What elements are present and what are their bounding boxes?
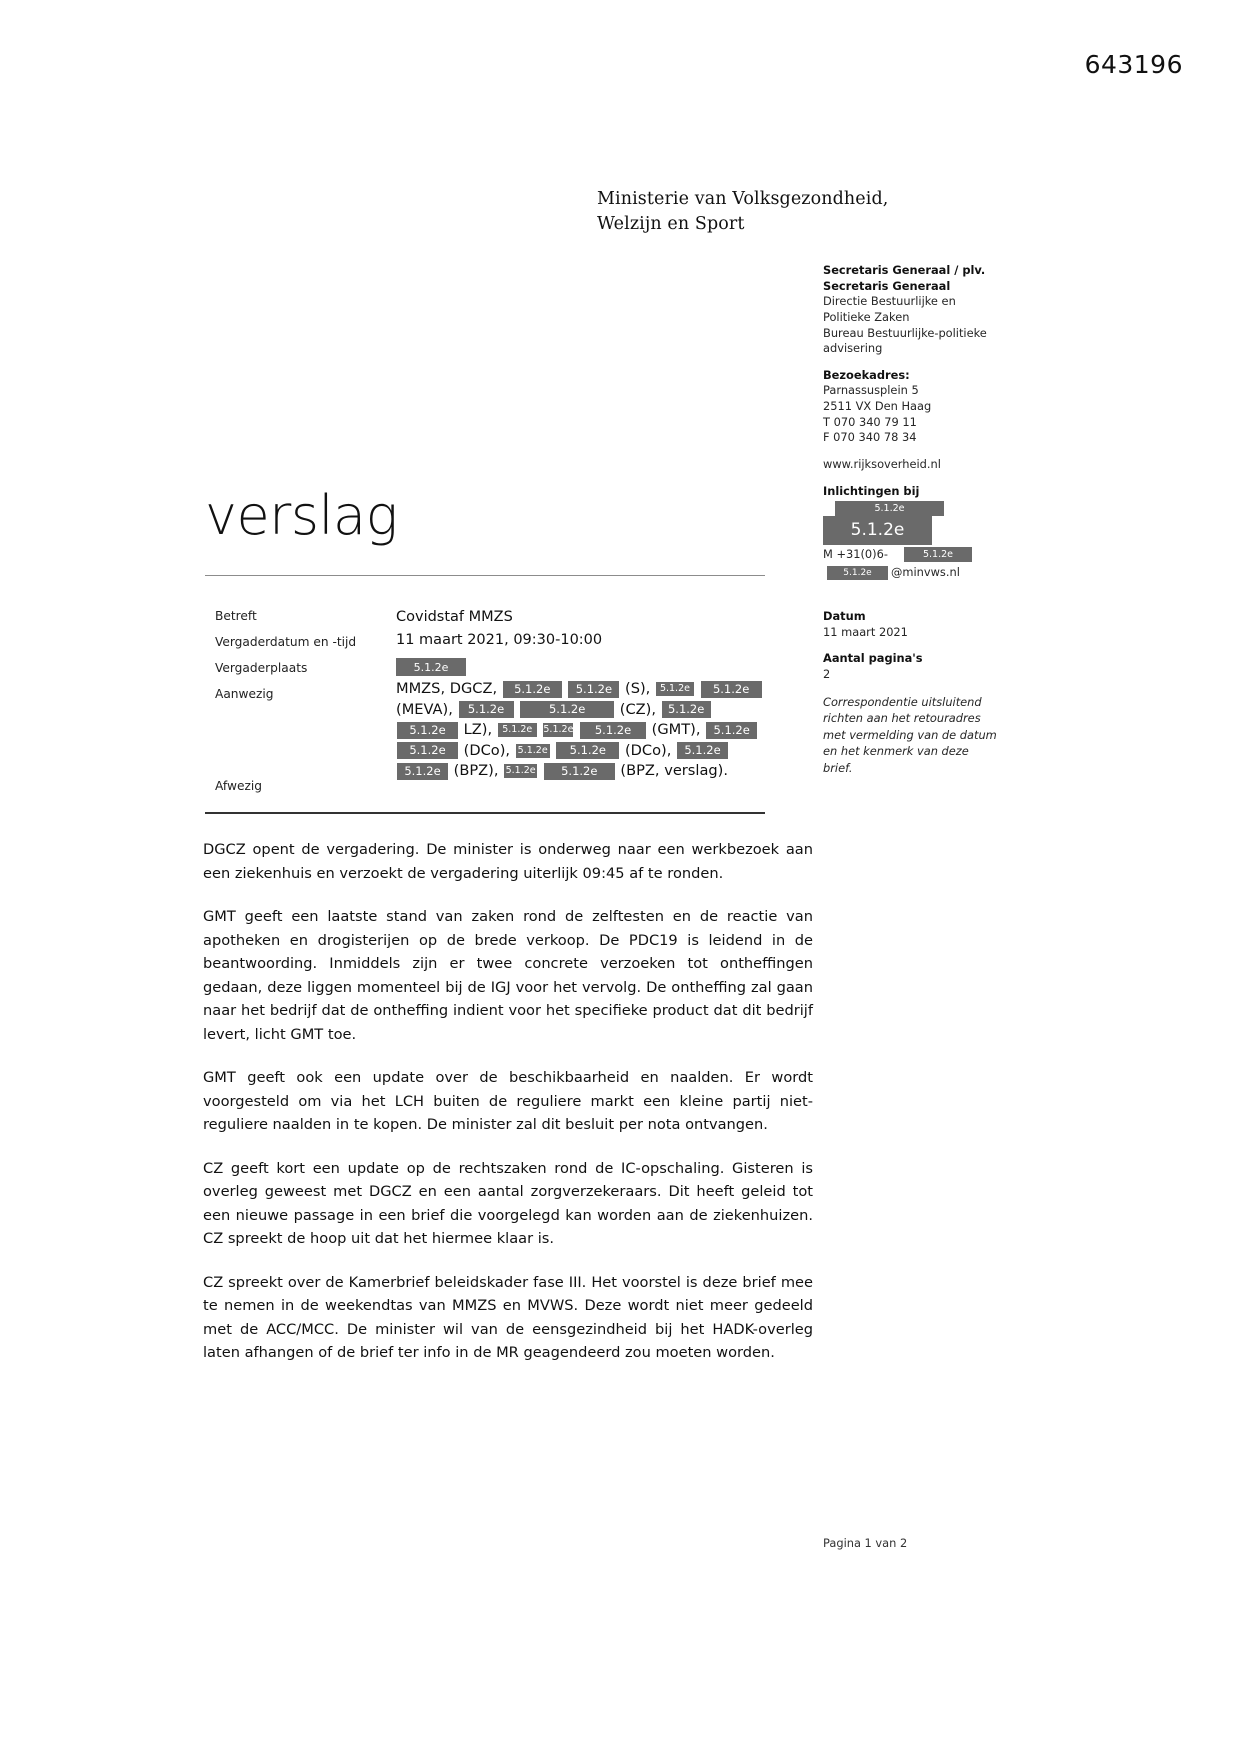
date-value: 11 maart 2021 <box>823 624 908 639</box>
page-count-label: Aantal pagina's <box>823 651 923 666</box>
attendees-text: (GMT), <box>651 721 701 738</box>
attendees-text: (BPZ, verslag). <box>620 762 728 779</box>
document-number: 643196 <box>1084 50 1183 79</box>
redaction-block: 5.1.2e <box>701 681 762 698</box>
correspondence-line-2: richten aan het retouradres <box>823 711 981 726</box>
redaction-block: 5.1.2e <box>835 501 944 516</box>
redaction-block: 5.1.2e <box>503 681 562 698</box>
department-line-3: Bureau Bestuurlijke-politieke <box>823 325 987 340</box>
email-line <box>823 565 1023 583</box>
redaction-block: 5.1.2e <box>580 722 646 739</box>
redaction-block: 5.1.2e <box>397 763 448 780</box>
information-block <box>823 484 1023 584</box>
divider-bottom <box>205 812 765 814</box>
redaction-block: 5.1.2e <box>543 724 574 735</box>
redaction-block: 5.1.2e <box>904 547 972 562</box>
redaction-block: 5.1.2e <box>397 722 458 739</box>
mobile-label: M +31(0)6- <box>823 547 888 562</box>
body-paragraph: GMT geeft ook een update over de beschikbaarheid en naalden. Er wordt voorgesteld om via het LCH buiten de reguliere markt een kleine partij niet-reguliere naalden in te kopen. De minister zal dit besluit per nota ontvangen. <box>203 1069 813 1133</box>
redaction-block: 5.1.2e <box>498 723 537 737</box>
department-title-line-2: Secretaris Generaal <box>823 278 951 293</box>
attendees-text: LZ), <box>463 721 493 738</box>
label-vergaderplaats: Vergaderplaats <box>215 661 308 675</box>
email-domain: @minvws.nl <box>891 565 960 580</box>
ministry-line-1: Ministerie van Volksgezondheid, <box>597 189 889 209</box>
redaction-block: 5.1.2e <box>706 722 757 739</box>
body-paragraph: DGCZ opent de vergadering. De minister is onderweg naar een werkbezoek aan een ziekenhuis en verzoekt de vergadering uiterlijk 09:45 af te ronden. <box>203 841 813 882</box>
attendees-list <box>396 679 768 782</box>
department-line-4: advisering <box>823 341 883 356</box>
date-block <box>823 609 1023 640</box>
visiting-address-label: Bezoekadres: <box>823 367 910 382</box>
fax-number: F 070 340 78 34 <box>823 430 917 445</box>
correspondence-note <box>823 694 1023 777</box>
redaction-block: 5.1.2e <box>556 742 619 759</box>
label-betreft: Betreft <box>215 609 257 623</box>
phone-number: T 070 340 79 11 <box>823 414 917 429</box>
label-aanwezig: Aanwezig <box>215 687 274 701</box>
body-paragraph: CZ geeft kort een update op de rechtszaken rond de IC-opschaling. Gisteren is overleg geweest met DGCZ en een aantal zorgverzekeraars. Dit heeft geleid tot een nieuwe passage in een brief die voorgelegd kan worden aan de ziekenhuizen. CZ spreekt de hoop uit dat het hiermee klaar is. <box>203 1159 813 1247</box>
redaction-block: 5.1.2e <box>505 765 536 776</box>
divider-top <box>205 575 765 576</box>
redaction-block: 5.1.2e <box>656 682 694 696</box>
redaction-block: 5.1.2e <box>397 742 458 759</box>
ministry-header <box>597 187 888 238</box>
page-footer: Pagina 1 van 2 <box>823 1536 908 1550</box>
attendees-text: (DCo), <box>463 741 511 759</box>
attendees-text: (CZ), <box>619 700 657 718</box>
page-count-block <box>823 651 1023 682</box>
address-line-1: Parnassusplein 5 <box>823 383 919 398</box>
website-url[interactable]: www.rijksoverheid.nl <box>823 456 941 471</box>
redaction-block: 5.1.2e <box>568 681 619 698</box>
attendees-text: (BPZ), <box>453 762 499 779</box>
page-title: verslag <box>205 484 398 547</box>
label-afwezig: Afwezig <box>215 779 262 793</box>
redaction-block: 5.1.2e <box>544 763 615 780</box>
redaction-block: 5.1.2e <box>396 658 466 676</box>
redaction-block: 5.1.2e <box>520 701 614 718</box>
page-count-value: 2 <box>823 667 831 681</box>
document-body <box>203 838 813 1365</box>
redaction-block: 5.1.2e <box>459 701 514 718</box>
department-block <box>823 263 1023 357</box>
meta-labels <box>215 609 395 713</box>
department-line-1: Directie Bestuurlijke en <box>823 294 956 309</box>
body-paragraph: GMT geeft een laatste stand van zaken rond de zelftesten en de reactie van apotheken en drogisterijen op de brede verkoop. De PDC19 is leidend in de beantwoording. Inmiddels zijn er twee concrete verzoeken tot ontheffingen gedaan, deze liggen momenteel bij de IGJ voor het vervolg. De ontheffing zal gaan naar het bedrijf dat de ontheffing indient voor het specifieke product dat dit bedrijf levert, licht GMT toe. <box>203 908 813 1043</box>
redaction-block: 5.1.2e <box>677 742 728 759</box>
mobile-line <box>823 547 1023 565</box>
date-label: Datum <box>823 609 866 624</box>
information-label: Inlichtingen bij <box>823 483 920 498</box>
body-paragraph: CZ spreekt over de Kamerbrief beleidskader fase III. Het voorstel is deze brief mee te nemen in de weekendtas van MMZS en MVWS. Deze wordt niet meer gedeeld met de ACC/MCC. De minister wil van de eensgezindheid bij het HADK-overleg laten afhangen of de brief ter info in de MR geagendeerd zou moeten worden. <box>203 1273 813 1361</box>
attendees-text: (S), <box>625 680 651 697</box>
attendees-text: (MEVA), <box>396 700 453 718</box>
address-line-2: 2511 VX Den Haag <box>823 399 932 413</box>
information-redactions <box>823 501 1023 545</box>
correspondence-line-1: Correspondentie uitsluitend <box>823 694 982 709</box>
redaction-block: 5.1.2e <box>517 744 548 756</box>
department-line-2: Politieke Zaken <box>823 309 910 324</box>
correspondence-line-5: brief. <box>823 760 853 775</box>
redaction-block: 5.1.2e <box>823 516 932 545</box>
value-vergaderdatum: 11 maart 2021, 09:30-10:00 <box>396 632 603 648</box>
value-vergaderplaats <box>396 655 766 676</box>
attendees-text: MMZS, DGCZ, <box>396 680 498 697</box>
meta-values <box>396 609 766 676</box>
correspondence-line-3: met vermelding van de datum <box>823 727 997 742</box>
department-title-line-1: Secretaris Generaal / plv. <box>823 263 986 277</box>
value-betreft: Covidstaf MMZS <box>396 609 513 625</box>
label-vergaderdatum: Vergaderdatum en -tijd <box>215 635 357 649</box>
website-block <box>823 457 1023 473</box>
correspondence-line-4: en het kenmerk van deze <box>823 744 969 759</box>
visiting-address-block <box>823 368 1023 446</box>
attendees-text: (DCo), <box>624 741 672 759</box>
redaction-block: 5.1.2e <box>662 701 711 718</box>
redaction-block: 5.1.2e <box>827 566 888 580</box>
ministry-line-2: Welzijn en Sport <box>597 214 745 235</box>
sidebar <box>823 263 1023 776</box>
